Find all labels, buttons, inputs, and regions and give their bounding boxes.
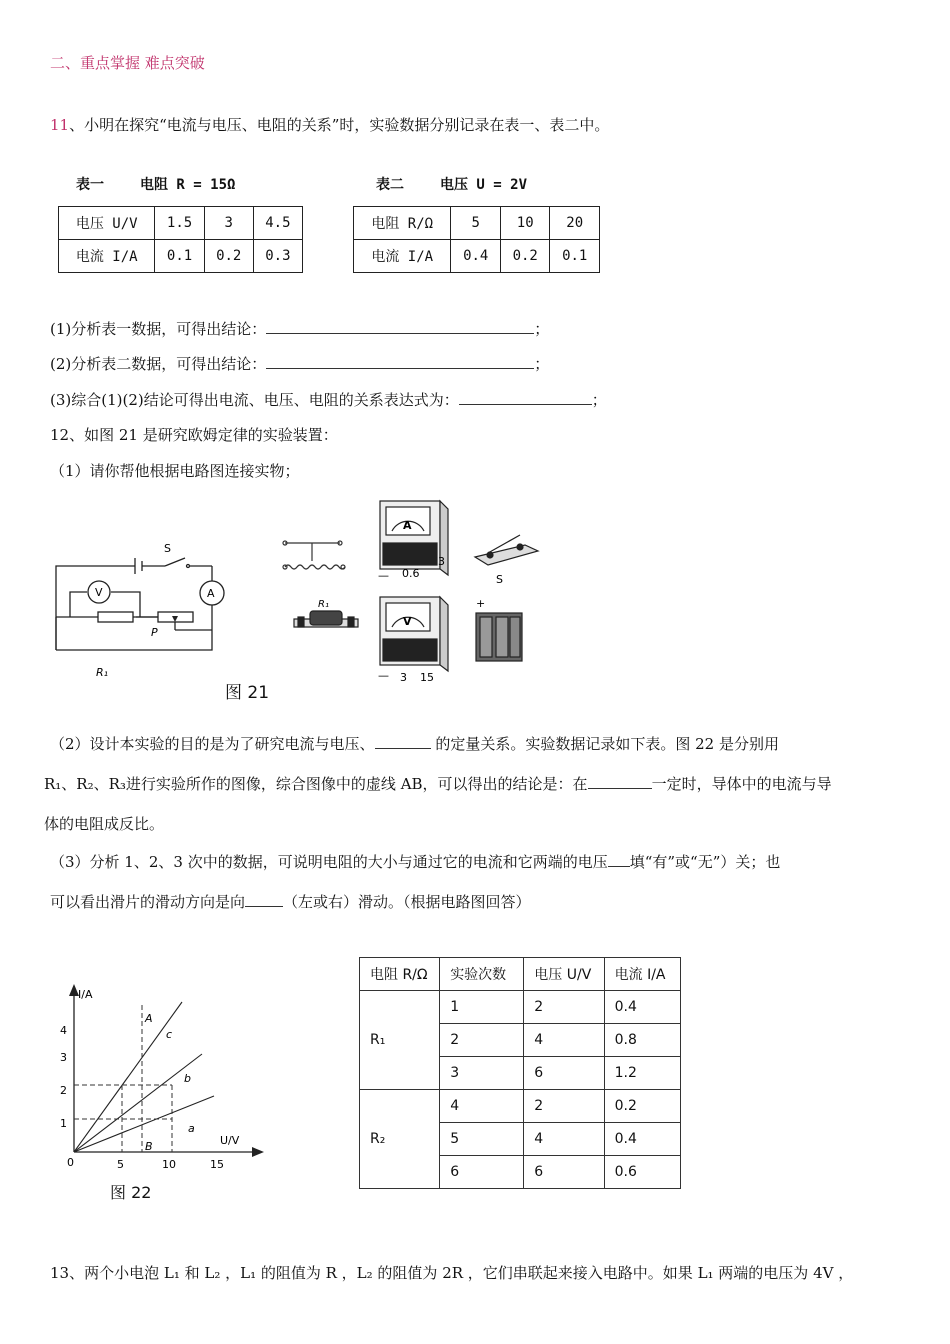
table2-caption-label: 表二 bbox=[376, 177, 404, 193]
line-b bbox=[74, 1054, 202, 1152]
results-header-cell: 电流 I/A bbox=[604, 958, 680, 991]
semicolon: ； bbox=[591, 391, 607, 409]
q12-sub3-line2-text-b: （左或右）滑动。（根据电路图回答） bbox=[283, 893, 531, 911]
table2-cell: 0.4 bbox=[451, 240, 501, 273]
label-switch: S bbox=[164, 542, 171, 555]
point-b-label: B bbox=[145, 1140, 153, 1153]
figure22-caption: 图 22 bbox=[110, 1183, 152, 1202]
x-axis-label: U/V bbox=[220, 1134, 240, 1147]
ammeter-face-label: A bbox=[403, 519, 412, 532]
label-r1: R₁ bbox=[96, 666, 109, 679]
table2-cell: 0.1 bbox=[550, 240, 600, 273]
y-axis-label: I/A bbox=[78, 988, 93, 1001]
rheostat bbox=[283, 541, 345, 569]
answer-blank bbox=[266, 354, 534, 369]
x-tick-label: 0 bbox=[67, 1156, 74, 1169]
table1-cell: 0.1 bbox=[155, 240, 204, 273]
results-cell: 1.2 bbox=[604, 1057, 680, 1090]
answer-blank bbox=[375, 734, 431, 749]
table2 bbox=[353, 206, 600, 273]
table1-caption-label: 表一 bbox=[76, 177, 104, 193]
y-tick-label: 4 bbox=[60, 1024, 67, 1037]
q12-sub2-line2 bbox=[44, 773, 832, 794]
results-cell: 0.6 bbox=[604, 1156, 680, 1189]
y-tick-label: 3 bbox=[60, 1051, 67, 1064]
q12-sub2-text-b: 的定量关系。实验数据记录如下表。图 22 是分别用 bbox=[430, 735, 779, 753]
q12-sub3-line2-text-a: 可以看出滑片的滑动方向是向 bbox=[50, 893, 246, 911]
figure21-caption: 图 21 bbox=[225, 683, 270, 703]
voltmeter-terminal-minus: — bbox=[378, 669, 389, 682]
x-tick-label: 10 bbox=[162, 1158, 176, 1170]
results-header-cell: 电压 U/V bbox=[524, 958, 604, 991]
resistor-device bbox=[294, 611, 358, 627]
results-cell: 2 bbox=[524, 1090, 604, 1123]
question-13: 13、两个小电泡 L₁ 和 L₂ ，L₁ 的阻值为 R ，L₂ 的阻值为 2R ，它们串联起来接入电路中。如果 L₁ 两端的电压为 4V ， bbox=[50, 1264, 854, 1282]
section-title: 二、重点掌握 难点突破 bbox=[50, 54, 205, 72]
answer-blank bbox=[459, 390, 592, 405]
q12-sub2-line3: 体的电阻成反比。 bbox=[44, 815, 165, 833]
results-cell: 6 bbox=[440, 1156, 524, 1189]
x-axis-arrow-icon bbox=[252, 1147, 264, 1157]
results-group-cell: R₂ bbox=[360, 1090, 440, 1189]
answer-blank bbox=[245, 892, 283, 907]
q12-sub2-text-a: （2）设计本实验的目的是为了研究电流与电压、 bbox=[50, 735, 375, 753]
q11-sub1 bbox=[50, 318, 549, 339]
results-cell: 2 bbox=[440, 1024, 524, 1057]
table2-cell: 0.2 bbox=[500, 240, 550, 273]
q12-sub3-text-a: （3）分析 1、2、3 次中的数据，可说明电阻的大小与通过它的电流和它两端的电压 bbox=[50, 853, 608, 871]
q12-sub3-text-b: 填“有”或“无”）关；也 bbox=[629, 853, 781, 871]
battery-device bbox=[476, 613, 522, 661]
table1 bbox=[58, 206, 303, 273]
table2-cell: 电阻 R/Ω bbox=[354, 207, 451, 240]
q12-sub2-line2-text-a: R₁、R₂、R₃进行实验所作的图像，综合图像中的虚线 AB，可以得出的结论是：在 bbox=[44, 775, 588, 793]
table1-cell: 3 bbox=[204, 207, 253, 240]
table2-cell: 5 bbox=[451, 207, 501, 240]
q12-sub3-line1 bbox=[50, 851, 780, 872]
answer-blank bbox=[588, 774, 652, 789]
results-cell: 4 bbox=[440, 1090, 524, 1123]
results-cell: 0.4 bbox=[604, 1123, 680, 1156]
results-cell: 6 bbox=[524, 1156, 604, 1189]
results-table bbox=[359, 957, 681, 1189]
x-tick-label: 5 bbox=[117, 1158, 124, 1170]
table2-cell: 电流 I/A bbox=[354, 240, 451, 273]
line-c bbox=[74, 1002, 182, 1152]
q11-sub2-text: (2)分析表二数据，可得出结论： bbox=[50, 355, 267, 373]
table1-caption-condition: 电阻 R = 15Ω bbox=[140, 177, 236, 193]
results-cell: 6 bbox=[524, 1057, 604, 1090]
results-cell: 0.8 bbox=[604, 1024, 680, 1057]
question-11 bbox=[50, 114, 609, 135]
q12-intro: 12、如图 21 是研究欧姆定律的实验装置： bbox=[50, 426, 338, 444]
results-cell: 4 bbox=[524, 1024, 604, 1057]
y-tick-label: 2 bbox=[60, 1084, 67, 1097]
results-header-cell: 实验次数 bbox=[440, 958, 524, 991]
figure22-graph bbox=[50, 980, 265, 1170]
table1-cell: 电流 I/A bbox=[59, 240, 155, 273]
switch-label: S bbox=[496, 573, 503, 586]
x-tick-label: 15 bbox=[210, 1158, 224, 1170]
line-c-label: c bbox=[166, 1028, 173, 1041]
answer-blank bbox=[608, 852, 630, 867]
results-cell: 0.4 bbox=[604, 991, 680, 1024]
results-cell: 0.2 bbox=[604, 1090, 680, 1123]
switch-device bbox=[475, 535, 538, 565]
line-b-label: b bbox=[184, 1072, 191, 1085]
question-number: 11 bbox=[50, 116, 70, 134]
slider-arrow-icon bbox=[172, 616, 178, 622]
table1-cell: 电压 U/V bbox=[59, 207, 155, 240]
voltmeter-terminal-15: 15 bbox=[420, 671, 434, 684]
label-slider: P bbox=[151, 626, 158, 639]
answer-blank bbox=[266, 319, 534, 334]
table1-cell: 0.2 bbox=[204, 240, 253, 273]
results-cell: 1 bbox=[440, 991, 524, 1024]
table1-cell: 1.5 bbox=[155, 207, 204, 240]
point-a-label: A bbox=[145, 1012, 153, 1025]
q12-sub2-line1 bbox=[50, 733, 779, 754]
line-a-label: a bbox=[188, 1122, 195, 1135]
results-cell: 2 bbox=[524, 991, 604, 1024]
table2-cell: 10 bbox=[500, 207, 550, 240]
ammeter-terminal-minus: — bbox=[378, 569, 389, 582]
voltmeter-terminal-3: 3 bbox=[400, 671, 407, 684]
label-voltmeter: V bbox=[95, 586, 103, 599]
q11-sub2 bbox=[50, 353, 549, 374]
ammeter-terminal-3: 3 bbox=[438, 555, 445, 568]
q12-sub3-line2 bbox=[50, 891, 531, 912]
table1-cell: 0.3 bbox=[253, 240, 302, 273]
results-cell: 3 bbox=[440, 1057, 524, 1090]
table2-caption-condition: 电压 U = 2V bbox=[440, 177, 528, 193]
results-cell: 4 bbox=[524, 1123, 604, 1156]
voltmeter-device bbox=[380, 597, 448, 671]
results-group-cell: R₁ bbox=[360, 991, 440, 1090]
q11-sub1-text: (1)分析表一数据，可得出结论： bbox=[50, 320, 267, 338]
table1-cell: 4.5 bbox=[253, 207, 302, 240]
voltmeter-face-label: V bbox=[403, 615, 412, 628]
q12-sub1: （1）请你帮他根据电路图连接实物； bbox=[50, 462, 300, 480]
results-cell: 5 bbox=[440, 1123, 524, 1156]
semicolon: ； bbox=[534, 355, 550, 373]
question-text: 、小明在探究“电流与电压、电阻的关系”时，实验数据分别记录在表一、表二中。 bbox=[69, 116, 610, 134]
y-tick-label: 1 bbox=[60, 1117, 67, 1130]
apparatus-illustration bbox=[280, 495, 540, 695]
circuit-diagram bbox=[40, 530, 240, 705]
q11-sub3-text: (3)综合(1)(2)结论可得出电流、电压、电阻的关系表达式为： bbox=[50, 391, 459, 409]
resistor-label: R₁ bbox=[318, 599, 329, 610]
semicolon: ； bbox=[534, 320, 550, 338]
battery-plus-label: + bbox=[476, 597, 486, 610]
ammeter-terminal-06: 0.6 bbox=[402, 567, 420, 580]
dashed-guides bbox=[74, 1005, 172, 1152]
table2-cell: 20 bbox=[550, 207, 600, 240]
q12-sub2-line2-text-b: 一定时，导体中的电流与导 bbox=[651, 775, 832, 793]
results-header-cell: 电阻 R/Ω bbox=[360, 958, 440, 991]
label-ammeter: A bbox=[207, 587, 215, 600]
q11-sub3 bbox=[50, 389, 607, 410]
